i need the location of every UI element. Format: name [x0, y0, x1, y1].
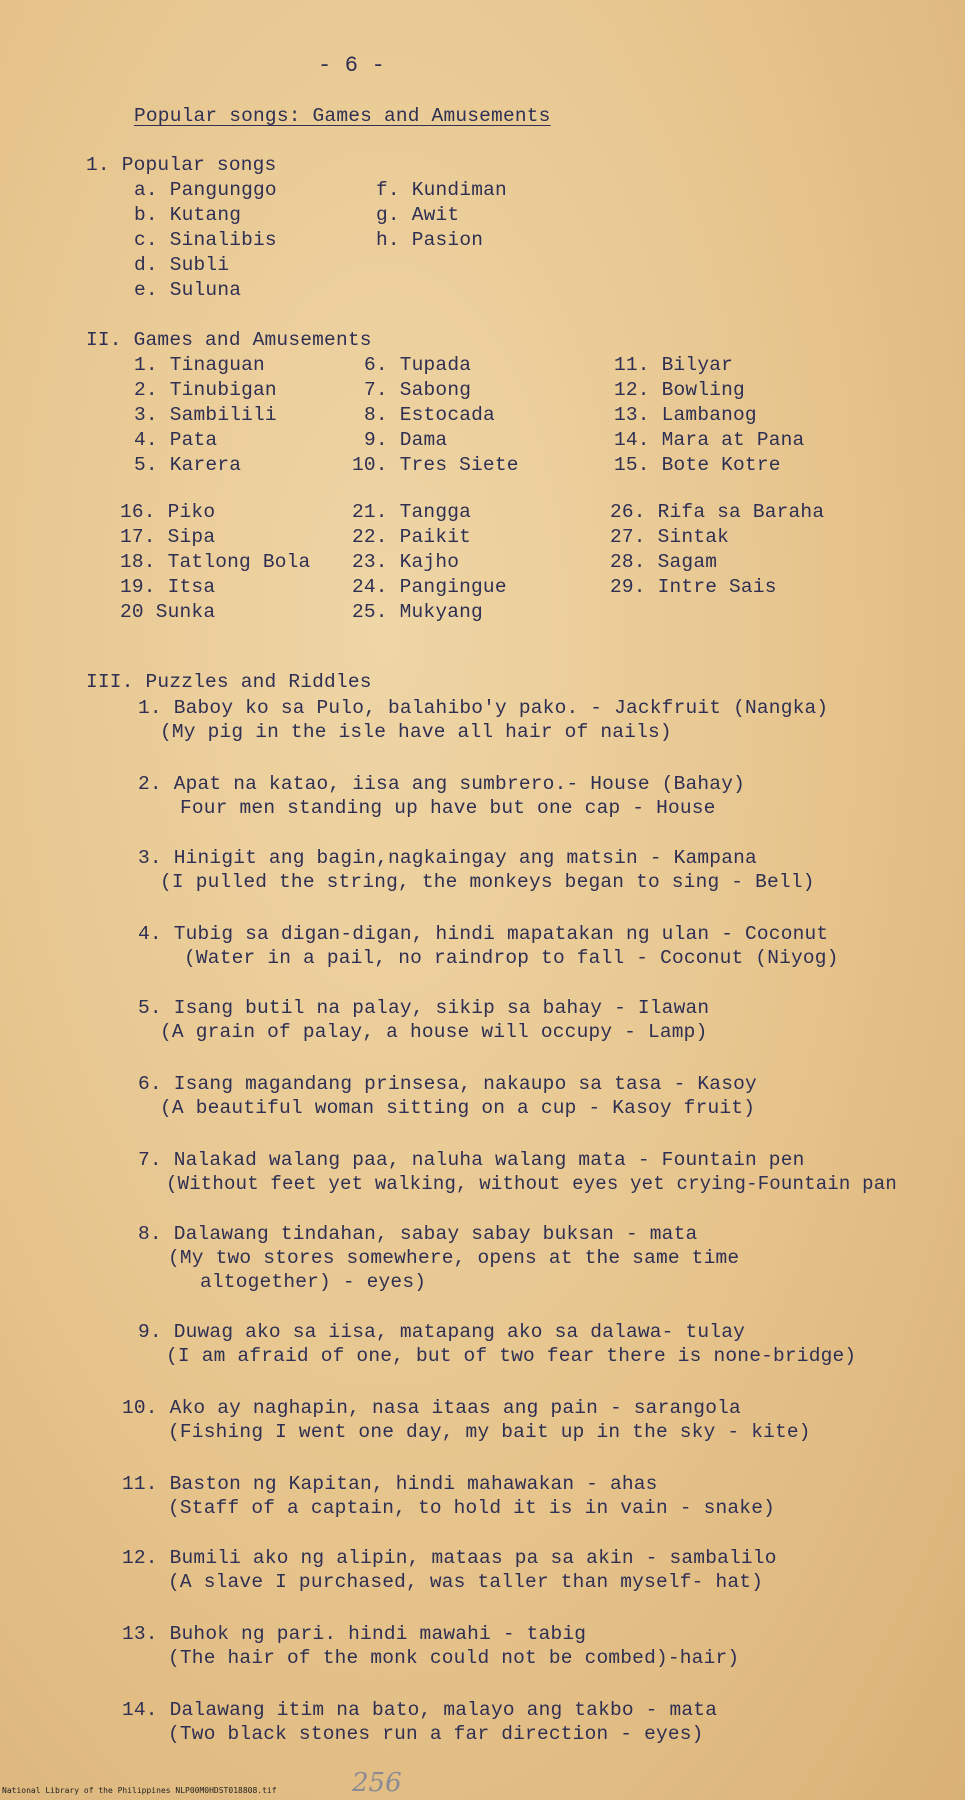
- list-item: 22. Paikit: [352, 526, 472, 548]
- list-item: 13. Lambanog: [614, 404, 757, 426]
- riddle-line: 14. Dalawang itim na bato, malayo ang takbo - mata: [122, 1699, 718, 1721]
- riddle-line: 1. Baboy ko sa Pulo, balahibo'y pako. - Jackfruit (Nangka): [138, 697, 829, 719]
- page-number: - 6 -: [318, 53, 386, 78]
- list-item: 27. Sintak: [610, 526, 730, 548]
- list-item: 6. Tupada: [364, 354, 472, 376]
- list-item: h. Pasion: [376, 229, 484, 251]
- riddle-line: 7. Nalakad walang paa, naluha walang mata - Fountain pen: [138, 1149, 805, 1171]
- list-item: f. Kundiman: [376, 179, 507, 201]
- riddle-line: 9. Duwag ako sa iisa, matapang ako sa dalawa- tulay: [138, 1321, 745, 1343]
- riddle-translation: (I pulled the string, the monkeys began to sing - Bell): [160, 871, 815, 893]
- riddle-line: 8. Dalawang tindahan, sabay sabay buksan - mata: [138, 1223, 698, 1245]
- list-item: 12. Bowling: [614, 379, 745, 401]
- riddle-translation: (A grain of palay, a house will occupy - Lamp): [160, 1021, 708, 1043]
- list-item: 7. Sabong: [364, 379, 472, 401]
- list-item: 29. Intre Sais: [610, 576, 777, 598]
- riddle-translation: (I am afraid of one, but of two fear there is none-bridge): [166, 1345, 857, 1367]
- list-item: c. Sinalibis: [134, 229, 277, 251]
- riddle-translation: altogether) - eyes): [200, 1271, 427, 1293]
- handwritten-page-number: 256: [352, 1768, 402, 1798]
- page-title: Popular songs: Games and Amusements: [134, 105, 551, 127]
- list-item: 16. Piko: [120, 501, 216, 523]
- riddle-line: 3. Hinigit ang bagin,nagkaingay ang matsin - Kampana: [138, 847, 757, 869]
- list-item: 4. Pata: [134, 429, 218, 451]
- riddle-line: 11. Baston ng Kapitan, hindi mahawakan - ahas: [122, 1473, 658, 1495]
- list-item: 8. Estocada: [364, 404, 495, 426]
- list-item: 3. Sambilili: [134, 404, 277, 426]
- riddle-translation: Four men standing up have but one cap - House: [180, 797, 716, 819]
- list-item: 19. Itsa: [120, 576, 216, 598]
- list-item: 20 Sunka: [120, 601, 216, 623]
- list-item: 25. Mukyang: [352, 601, 483, 623]
- section-heading-riddles: III. Puzzles and Riddles: [86, 671, 372, 693]
- riddle-line: 13. Buhok ng pari. hindi mawahi - tabig: [122, 1623, 587, 1645]
- list-item: 9. Dama: [364, 429, 448, 451]
- riddle-line: 6. Isang magandang prinsesa, nakaupo sa tasa - Kasoy: [138, 1073, 757, 1095]
- riddle-translation: (My pig in the isle have all hair of nails): [160, 721, 672, 743]
- riddle-line: 5. Isang butil na palay, sikip sa bahay - Ilawan: [138, 997, 710, 1019]
- riddle-translation: (My two stores somewhere, opens at the same time: [168, 1247, 740, 1269]
- riddle-translation: (The hair of the monk could not be combed)-hair): [168, 1647, 740, 1669]
- list-item: 5. Karera: [134, 454, 242, 476]
- list-item: e. Suluna: [134, 279, 242, 301]
- list-item: 26. Rifa sa Baraha: [610, 501, 825, 523]
- list-item: 11. Bilyar: [614, 354, 734, 376]
- riddle-translation: (Two black stones run a far direction - eyes): [168, 1723, 704, 1745]
- list-item: 17. Sipa: [120, 526, 216, 548]
- riddle-translation: (Fishing I went one day, my bait up in the sky - kite): [168, 1421, 811, 1443]
- list-item: 23. Kajho: [352, 551, 460, 573]
- section-heading-songs: 1. Popular songs: [86, 154, 277, 176]
- list-item: 14. Mara at Pana: [614, 429, 805, 451]
- list-item: 10. Tres Siete: [352, 454, 519, 476]
- list-item: 1. Tinaguan: [134, 354, 265, 376]
- footer-caption: National Library of the Philippines NLP00M0HDST018808.tif: [2, 1786, 277, 1795]
- list-item: d. Subli: [134, 254, 230, 276]
- riddle-line: 2. Apat na katao, iisa ang sumbrero.- House (Bahay): [138, 773, 745, 795]
- section-heading-games: II. Games and Amusements: [86, 329, 372, 351]
- riddle-line: 4. Tubig sa digan-digan, hindi mapatakan ng ulan - Coconut: [138, 923, 829, 945]
- riddle-translation: (Staff of a captain, to hold it is in vain - snake): [168, 1497, 775, 1519]
- riddle-line: 12. Bumili ako ng alipin, mataas pa sa akin - sambalilo: [122, 1547, 777, 1569]
- list-item: 28. Sagam: [610, 551, 718, 573]
- list-item: g. Awit: [376, 204, 460, 226]
- list-item: 2. Tinubigan: [134, 379, 277, 401]
- list-item: 24. Pangingue: [352, 576, 507, 598]
- list-item: b. Kutang: [134, 204, 242, 226]
- riddle-translation: (A slave I purchased, was taller than myself- hat): [168, 1571, 764, 1593]
- list-item: a. Pangunggo: [134, 179, 277, 201]
- riddle-translation: (Without feet yet walking, without eyes yet crying-Fountain pan: [166, 1173, 897, 1195]
- list-item: 15. Bote Kotre: [614, 454, 781, 476]
- list-item: 18. Tatlong Bola: [120, 551, 311, 573]
- riddle-line: 10. Ako ay naghapin, nasa itaas ang pain - sarangola: [122, 1397, 741, 1419]
- riddle-translation: (A beautiful woman sitting on a cup - Kasoy fruit): [160, 1097, 756, 1119]
- list-item: 21. Tangga: [352, 501, 472, 523]
- riddle-translation: (Water in a pail, no raindrop to fall - Coconut (Niyog): [184, 947, 839, 969]
